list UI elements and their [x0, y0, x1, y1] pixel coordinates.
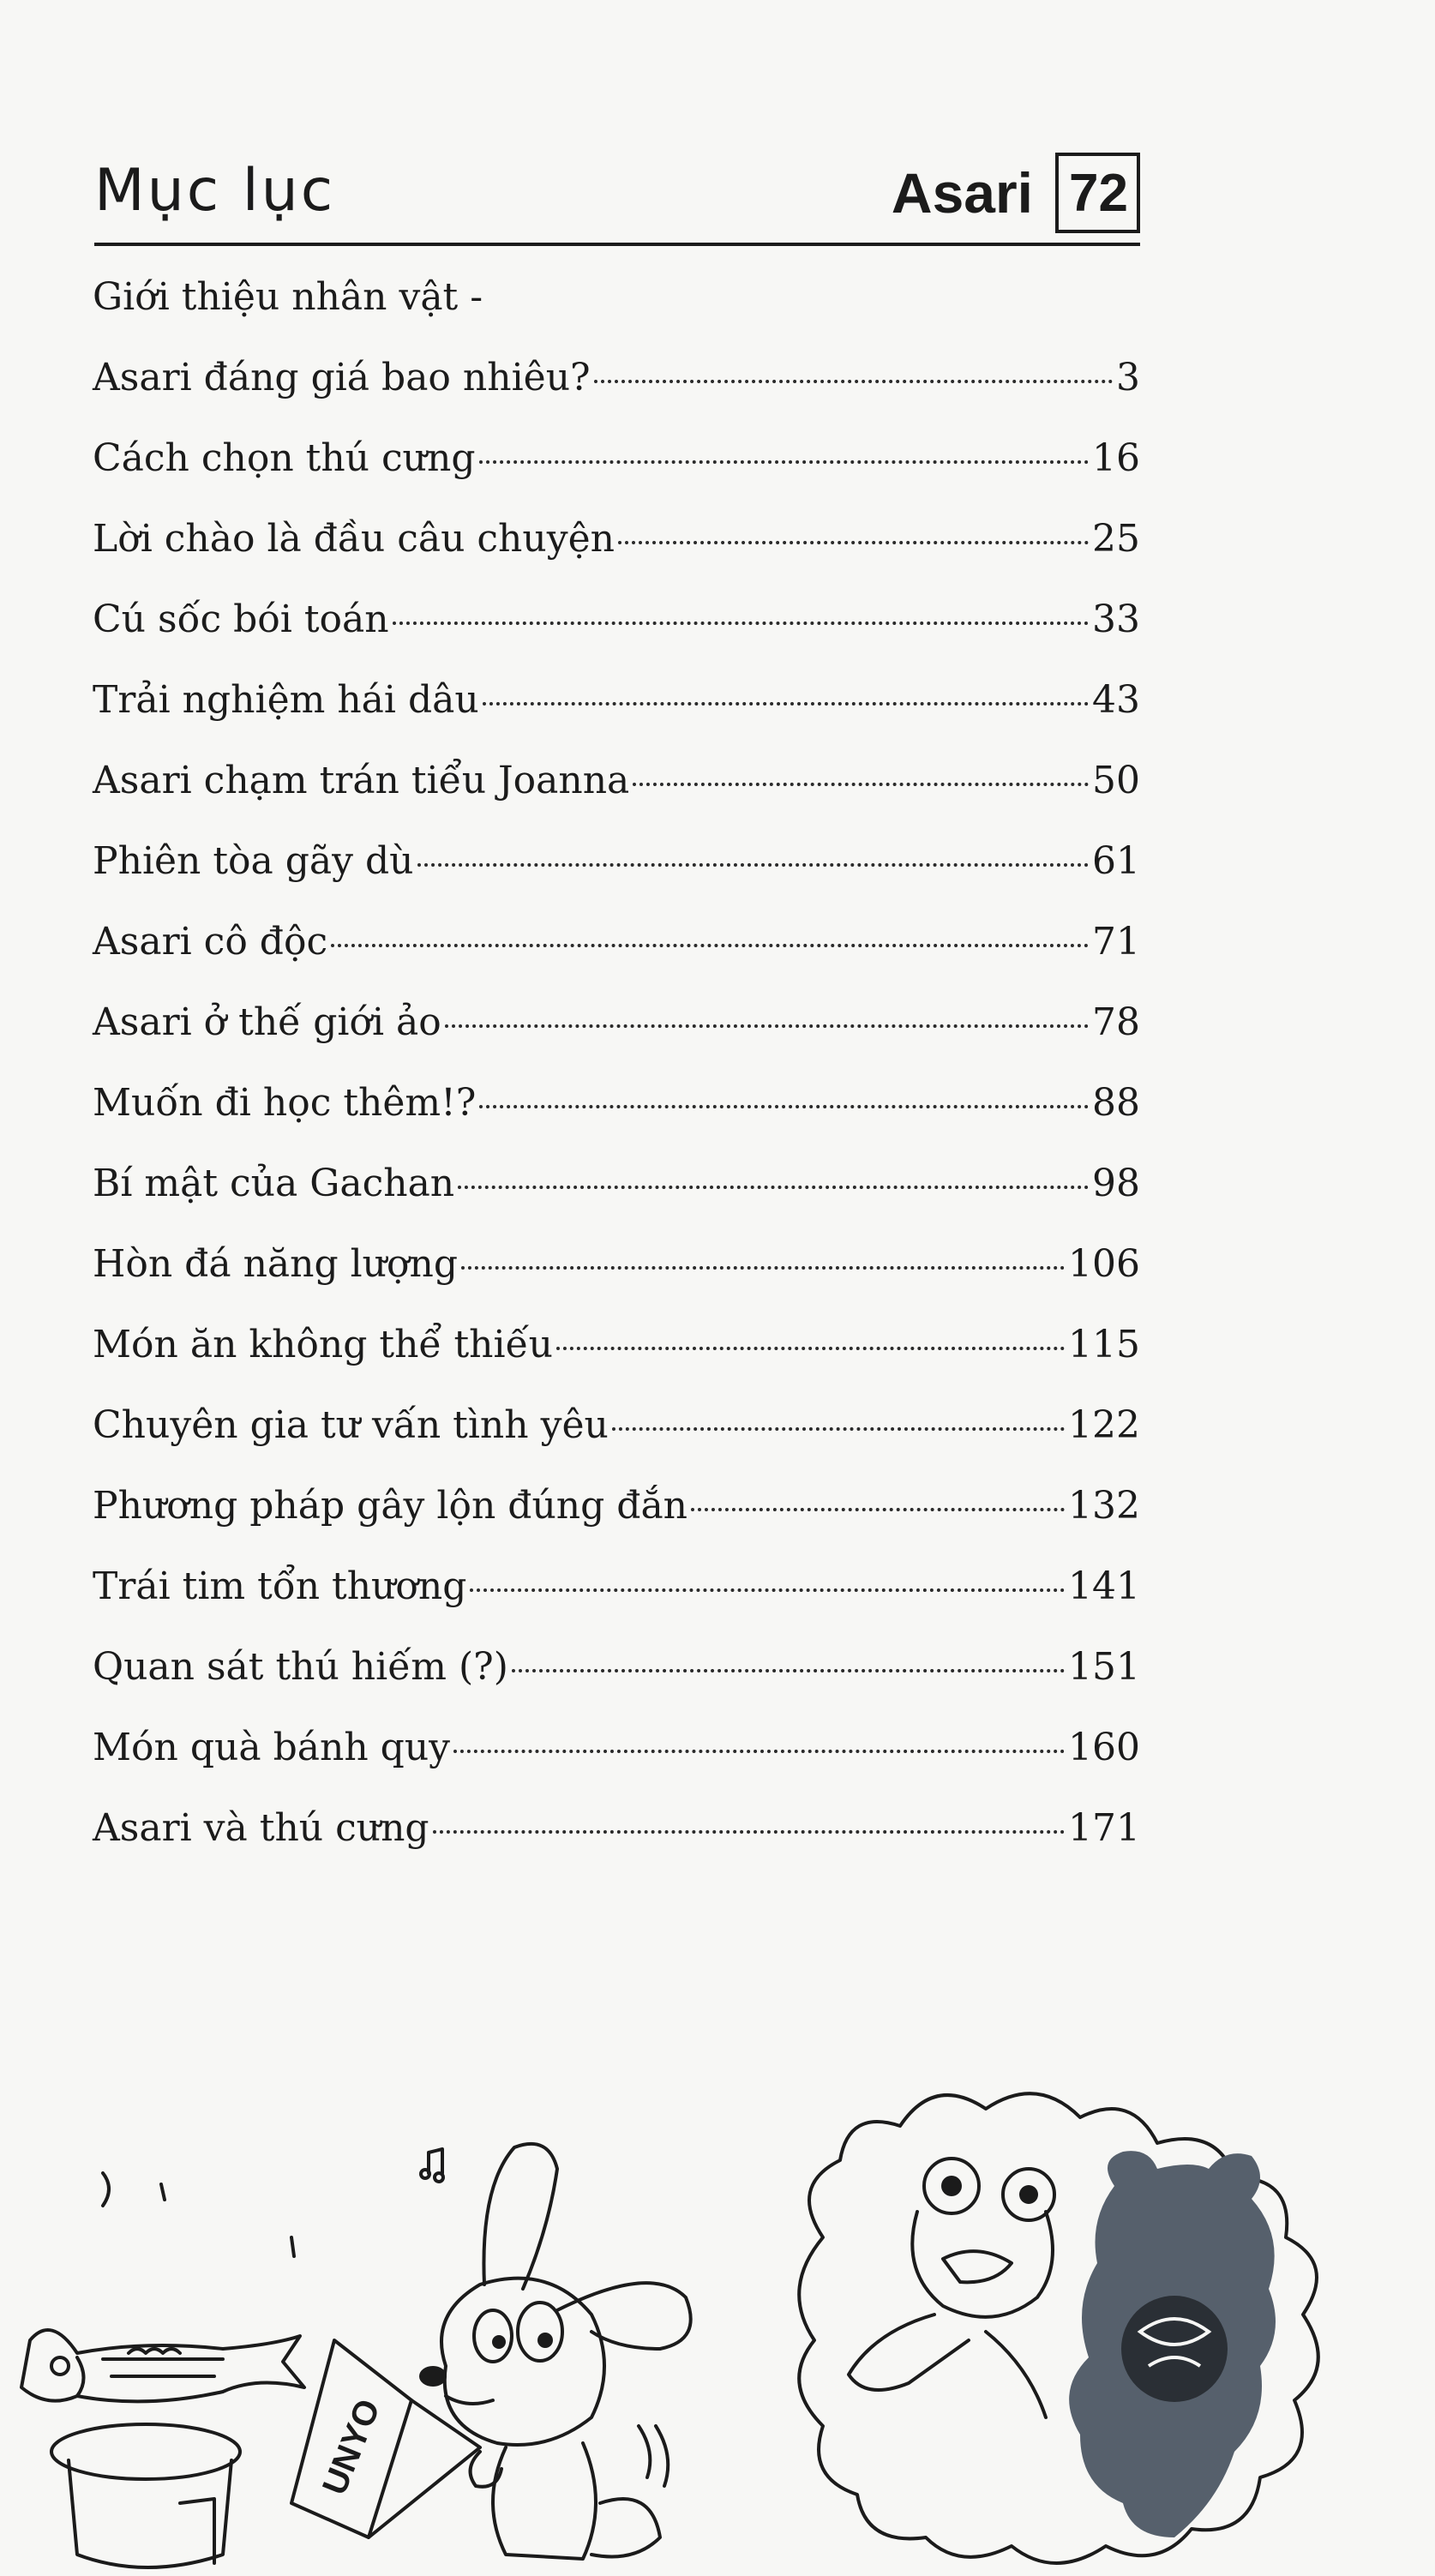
toc-entry-page: 171	[1068, 1806, 1140, 1850]
dot-leader	[594, 380, 1113, 383]
dot-leader	[458, 1186, 1089, 1189]
dot-leader	[433, 1830, 1065, 1834]
toc-entry	[93, 1144, 1140, 1224]
toc-entry-page: 106	[1068, 1242, 1140, 1286]
toc-entry	[93, 338, 1140, 418]
toc-entry	[93, 1627, 1140, 1708]
toc-entry-page: 43	[1092, 678, 1140, 722]
page-header	[94, 150, 1140, 244]
toc-entry-title: Hòn đá năng lượng	[93, 1242, 459, 1286]
daydream-illustration	[772, 2057, 1435, 2572]
toc-entry	[93, 1063, 1140, 1144]
toc-entry	[93, 902, 1140, 982]
toc-entry-page: 132	[1068, 1484, 1140, 1528]
toc-entry-title: Muốn đi học thêm!?	[93, 1081, 477, 1125]
toc-entry	[93, 1788, 1140, 1869]
fish-icon	[21, 2330, 304, 2401]
dot-leader	[479, 1105, 1089, 1108]
toc-entry-page: 88	[1092, 1081, 1140, 1125]
dog-character	[419, 2144, 691, 2559]
toc-entry-title: Phiên tòa gãy dù	[93, 839, 414, 883]
toc-entry-title: Bí mật của Gachan	[93, 1162, 455, 1205]
toc-entry-page: 61	[1092, 839, 1140, 883]
toc-entry	[93, 499, 1140, 579]
toc-entry-title: Asari cô độc	[93, 920, 328, 964]
toc-entry-page: 71	[1092, 920, 1140, 964]
frog-hat-character	[849, 2159, 1054, 2417]
toc-entry	[93, 821, 1140, 902]
toc-list	[93, 257, 1140, 1869]
fan-icon	[291, 2340, 480, 2537]
dot-leader	[417, 863, 1089, 867]
toc-entry-page: 25	[1092, 517, 1140, 561]
dot-leader	[461, 1266, 1065, 1270]
dot-leader	[445, 1024, 1089, 1028]
toc-entry-page: 160	[1068, 1726, 1140, 1769]
series-name: Asari	[891, 161, 1034, 225]
header-divider	[94, 243, 1140, 246]
toc-entry-title: Trải nghiệm hái dâu	[93, 678, 479, 722]
toc-intro: Giới thiệu nhân vật -	[93, 275, 483, 319]
toc-entry	[93, 579, 1140, 660]
dot-leader	[618, 541, 1089, 544]
toc-entry-page: 98	[1092, 1162, 1140, 1205]
toc-entry-title: Chuyên gia tư vấn tình yêu	[93, 1403, 609, 1447]
toc-entry-title: Asari chạm trán tiểu Joanna	[93, 759, 630, 802]
toc-entry-title: Phương pháp gây lộn đúng đắn	[93, 1484, 688, 1528]
fan-text: UNYO	[315, 2393, 388, 2501]
toc-entry-title: Món quà bánh quy	[93, 1726, 451, 1769]
dot-leader	[479, 460, 1090, 464]
toc-entry-title: Lời chào là đầu câu chuyện	[93, 517, 615, 561]
toc-entry-title: Asari và thú cưng	[93, 1806, 429, 1850]
toc-entry	[93, 660, 1140, 741]
dot-leader	[612, 1427, 1065, 1431]
toc-entry-page: 141	[1068, 1564, 1140, 1608]
dot-leader	[633, 783, 1089, 786]
volume-number: 72	[1055, 153, 1140, 233]
toc-entry-page: 16	[1092, 436, 1140, 480]
dot-leader	[691, 1508, 1065, 1511]
dot-leader	[453, 1750, 1065, 1753]
toc-entry-page: 33	[1092, 597, 1140, 641]
toc-entry	[93, 741, 1140, 821]
toc-entry	[93, 1466, 1140, 1546]
dot-leader	[470, 1588, 1065, 1592]
toc-entry-page: 115	[1068, 1323, 1140, 1366]
hat-icon	[51, 2424, 240, 2567]
daydream-drawing	[772, 2057, 1435, 2572]
dot-leader	[512, 1669, 1065, 1672]
toc-entry-title: Cú sốc bói toán	[93, 597, 389, 641]
toc-entry	[93, 1305, 1140, 1385]
series-label	[892, 150, 1140, 236]
toc-entry-page: 78	[1092, 1000, 1140, 1044]
dog-illustration	[0, 2057, 754, 2572]
toc-entry	[93, 1224, 1140, 1305]
toc-entry-title: Asari đáng giá bao nhiêu?	[93, 356, 591, 399]
toc-entry	[93, 418, 1140, 499]
toc-entry-page: 3	[1116, 356, 1140, 399]
toc-entry-page: 122	[1068, 1403, 1140, 1447]
toc-entry	[93, 1708, 1140, 1788]
toc-entry	[93, 1385, 1140, 1466]
music-note-icon	[421, 2149, 443, 2182]
dot-leader	[393, 621, 1089, 625]
toc-entry-title: Asari ở thế giới ảo	[93, 1000, 441, 1044]
dot-leader	[483, 702, 1089, 706]
bear-silhouette	[1069, 2151, 1276, 2537]
dog-drawing	[0, 2057, 754, 2572]
toc-title: Mục lục	[94, 157, 336, 225]
dot-leader	[556, 1347, 1065, 1350]
toc-entry-title: Món ăn không thể thiếu	[93, 1323, 553, 1366]
toc-entry	[93, 982, 1140, 1063]
toc-entry-title: Trái tim tổn thương	[93, 1564, 467, 1608]
toc-entry-title: Quan sát thú hiếm (?)	[93, 1645, 508, 1689]
dot-leader	[331, 944, 1089, 947]
toc-entry-page: 151	[1068, 1645, 1140, 1689]
toc-entry-title: Cách chọn thú cưng	[93, 436, 476, 480]
toc-entry-page: 50	[1092, 759, 1140, 802]
toc-entry	[93, 1546, 1140, 1627]
